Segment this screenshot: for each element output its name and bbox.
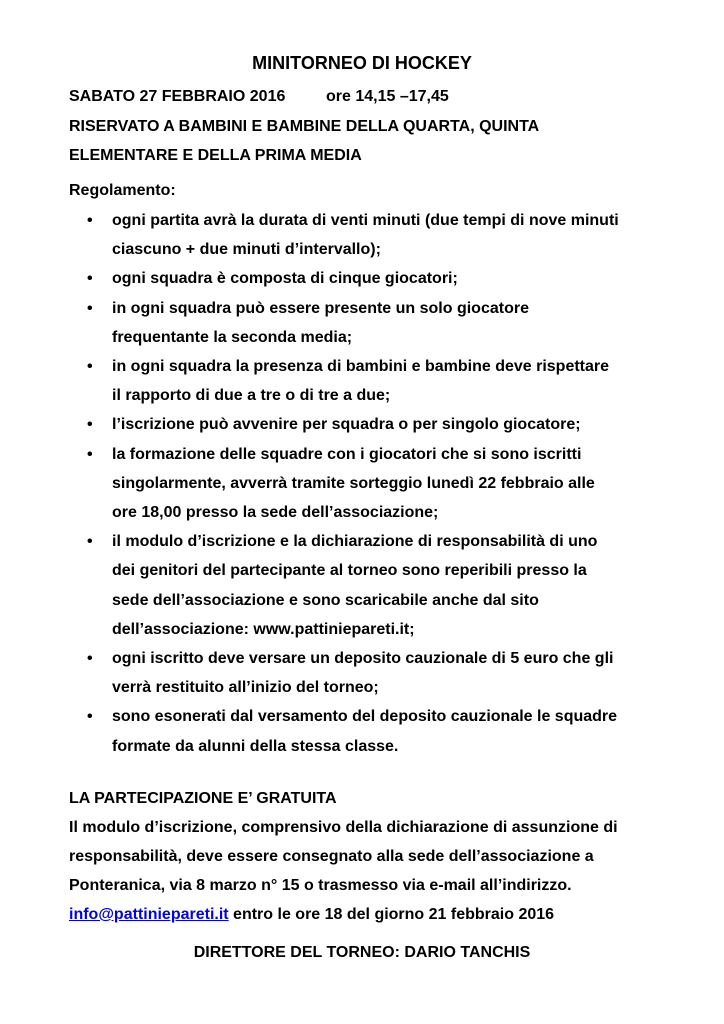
rule-item-line: ogni iscritto deve versare un deposito cauzionale di 5 euro che gli [112,650,614,667]
tournament-director: DIRETTORE DEL TORNEO: DARIO TANCHIS [193,944,531,961]
rule-item-line: il modulo d’iscrizione e la dichiarazione di responsabilità di uno [112,533,598,551]
rule-item-line: ciascuno + due minuti d’intervallo); [112,241,381,259]
email-link[interactable]: info@pattiniepareti.it [69,906,229,923]
event-time: ore 14,15 –17,45 [326,88,449,105]
bullet-icon: • [87,708,93,726]
submission-line-2: responsabilità, deve essere consegnato alla sede dell’associazione a [69,848,594,865]
bullet-icon: • [87,445,93,463]
event-date: SABATO 27 FEBBRAIO 2016 [69,88,286,105]
deadline-line [69,905,554,925]
rule-item-line: verrà restituito all’inizio del torneo; [112,679,379,697]
bullet-icon: • [87,212,93,229]
rule-item-line: sono esonerati dal versamento del deposito cauzionale le squadre [112,708,618,726]
deadline-text: entro le ore 18 del giorno 21 febbraio 2016 [228,906,555,923]
rule-item-line: ore 18,00 presso la sede dell’associazione; [112,504,439,521]
rule-item-line: il rapporto di due a tre o di tre a due; [112,387,391,405]
bullet-icon: • [87,299,93,317]
rule-item-line: frequentante la seconda media; [112,328,353,346]
rule-item-line: in ogni squadra la presenza di bambini e bambine deve rispettare [112,358,610,375]
rules-heading: Regolamento: [69,182,176,199]
audience-line-1: RISERVATO A BAMBINI E BAMBINE DELLA QUARTA, QUINTA [69,118,540,135]
rule-item-line: dell’associazione: www.pattiniepareti.it; [112,620,415,638]
rule-item-line: ogni squadra è composta di cinque giocatori; [112,270,458,288]
submission-line-1: Il modulo d’iscrizione, comprensivo della dichiarazione di assunzione di [69,819,618,836]
free-participation-notice: LA PARTECIPAZIONE E’ GRATUITA [69,790,337,807]
bullet-icon: • [87,358,93,375]
rule-item-line: sede dell’associazione e sono scaricabile anche dal sito [112,591,539,609]
bullet-icon: • [87,270,93,288]
bullet-icon: • [87,650,93,667]
submission-line-3: Ponteranica, via 8 marzo n° 15 o trasmesso via e-mail all’indirizzo. [69,877,572,894]
audience-line-2: ELEMENTARE E DELLA PRIMA MEDIA [69,147,362,164]
bullet-icon: • [87,416,93,434]
rule-item-line: dei genitori del partecipante al torneo sono reperibili presso la [112,562,587,580]
document-title: MINITORNEO DI HOCKEY [252,53,472,73]
rule-item-line: ogni partita avrà la durata di venti minuti (due tempi di nove minuti [112,212,619,229]
rule-item-line: la formazione delle squadre con i giocatori che si sono iscritti [112,445,582,463]
bullet-icon: • [87,533,93,551]
rule-item-line: singolarmente, avverrà tramite sorteggio lunedì 22 febbraio alle [112,474,595,492]
rule-item-line: in ogni squadra può essere presente un solo giocatore [112,299,529,317]
rule-item-line: l’iscrizione può avvenire per squadra o per singolo giocatore; [112,416,581,434]
rule-item-line: formate da alunni della stessa classe. [112,737,399,755]
